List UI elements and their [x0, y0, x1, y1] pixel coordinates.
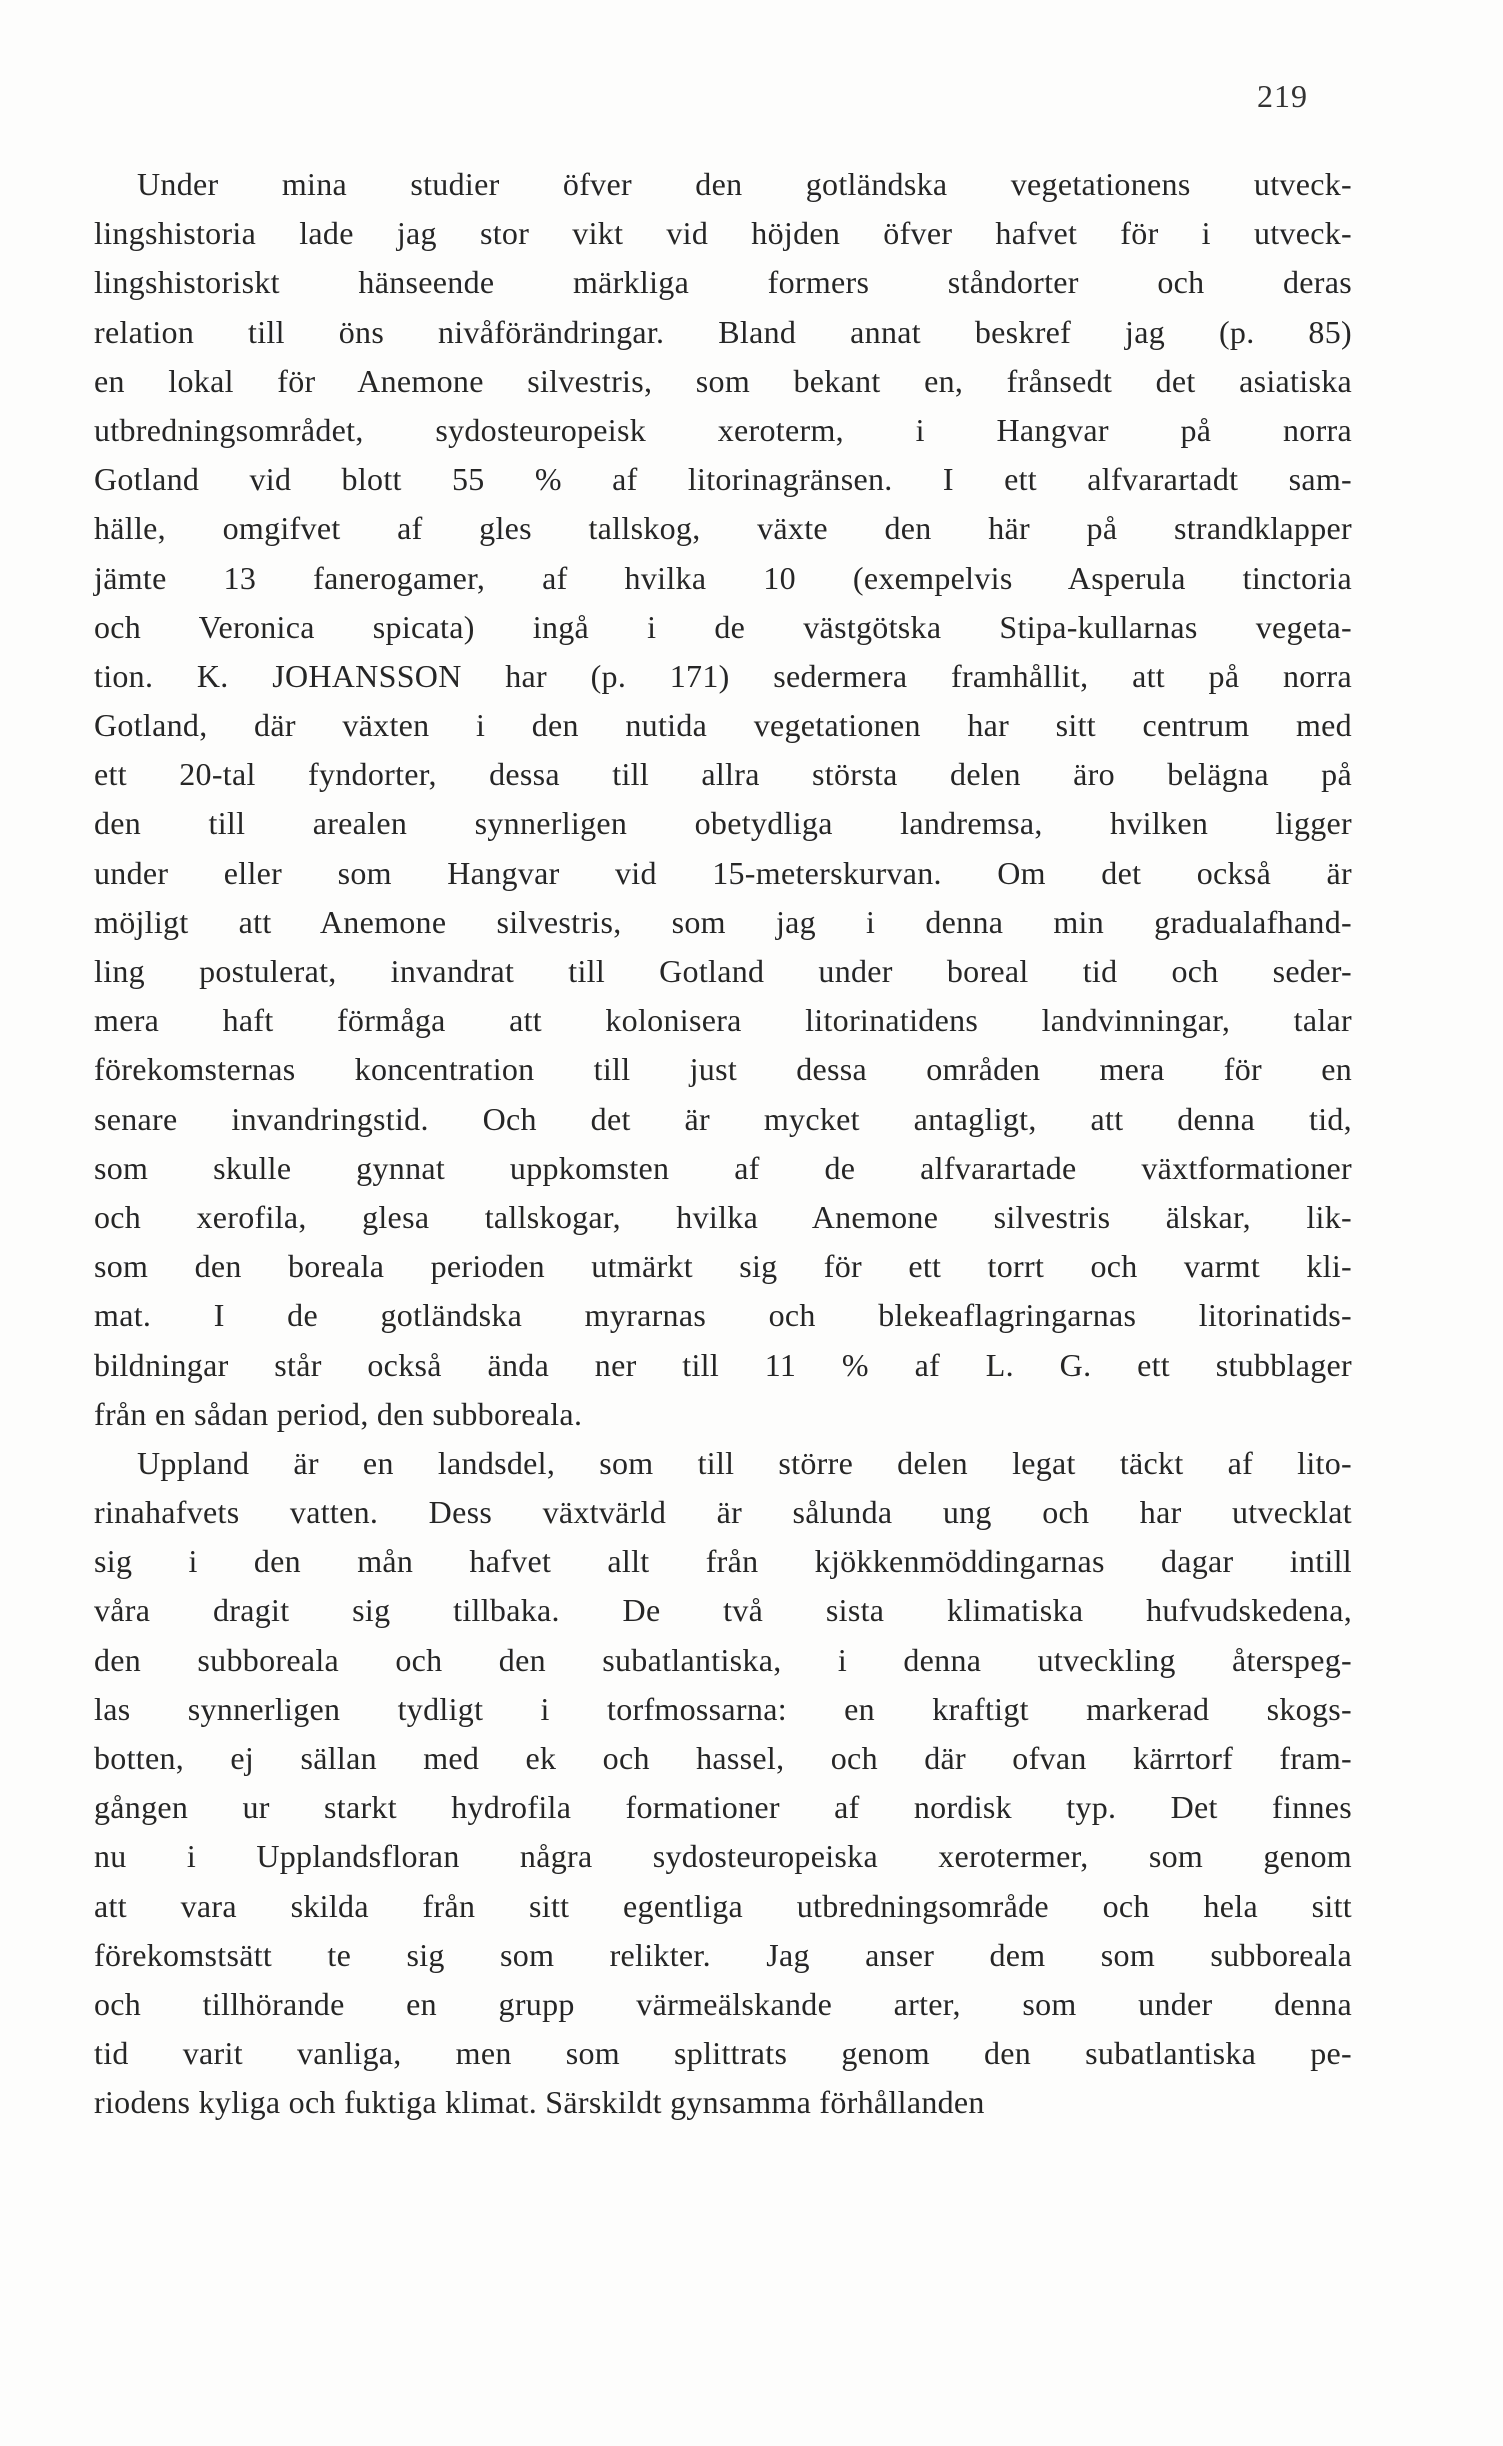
- text-line: hälle, omgifvet af gles tallskog, växte den här på strandklapper: [94, 510, 1352, 547]
- text-line: Gotland, där växten i den nutida vegetationen har sitt centrum med: [94, 707, 1352, 744]
- text-line: den subboreala och den subatlantiska, i denna utveckling återspeg-: [94, 1641, 1352, 1678]
- text-line: en lokal för Anemone silvestris, som bekant en, frånsedt det asiatiska: [94, 362, 1352, 399]
- text-line: Under mina studier öfver den gotländska vegetationens utveck-: [137, 166, 1352, 202]
- text-line: och Veronica spicata) ingå i de västgötska Stipa-kullarnas vegeta-: [94, 608, 1352, 645]
- text-line: Uppland är en landsdel, som till större delen legat täckt af lito-: [137, 1444, 1352, 1481]
- text-line: jämte 13 fanerogamer, af hvilka 10 (exempelvis Asperula tinctoria: [94, 559, 1352, 596]
- text-line: botten, ej sällan med ek och hassel, och där ofvan kärrtorf fram-: [94, 1740, 1352, 1776]
- text-line: lingshistoria lade jag stor vikt vid höjden öfver hafvet för i utveck-: [94, 215, 1352, 252]
- text-line: tid varit vanliga, men som splittrats genom den subatlantiska pe-: [94, 2035, 1352, 2072]
- text-line: ett 20-tal fyndorter, dessa till allra största delen äro belägna på: [94, 756, 1352, 793]
- text-line: förekomstsätt te sig som relikter. Jag anser dem som subboreala: [94, 1936, 1352, 1973]
- page-number: 219: [1257, 78, 1308, 114]
- text-line: att vara skilda från sitt egentliga utbredningsområde och hela sitt: [94, 1887, 1352, 1924]
- text-line: från en sådan period, den subboreala.: [94, 1395, 583, 1432]
- text-line: förekomsternas koncentration till just dessa områden mera för en: [94, 1051, 1352, 1088]
- text-line: bildningar står också ända ner till 11 % af L. G. ett stubblager: [94, 1346, 1352, 1383]
- text-line: lingshistoriskt hänseende märkliga formers ståndorter och deras: [94, 264, 1352, 301]
- text-line: Gotland vid blott 55 % af litorinagränsen. I ett alfvarartadt sam-: [94, 461, 1352, 498]
- text-line: som den boreala perioden utmärkt sig för ett torrt och varmt kli-: [94, 1248, 1352, 1285]
- text-line: och xerofila, glesa tallskogar, hvilka Anemone silvestris älskar, lik-: [94, 1198, 1352, 1235]
- text-line: nu i Upplandsfloran några sydosteuropeiska xerotermer, som genom: [94, 1838, 1352, 1875]
- text-line: och tillhörande en grupp värmeälskande arter, som under denna: [94, 1985, 1352, 2022]
- text-line: las synnerligen tydligt i torfmossarna: en kraftigt markerad skogs-: [94, 1690, 1352, 1727]
- text-line: rinahafvets vatten. Dess växtvärld är sålunda ung och har utvecklat: [94, 1494, 1352, 1531]
- text-line: tion. K. JOHANSSON har (p. 171) sedermera framhållit, att på norra: [94, 657, 1352, 694]
- text-line: mera haft förmåga att kolonisera litorinatidens landvinningar, talar: [94, 1002, 1352, 1039]
- text-line: våra dragit sig tillbaka. De två sista klimatiska hufvudskedena,: [94, 1592, 1352, 1629]
- text-line: den till arealen synnerligen obetydliga landremsa, hvilken ligger: [94, 805, 1352, 842]
- body-text: [94, 160, 1352, 2128]
- text-line: senare invandringstid. Och det är mycket antagligt, att denna tid,: [94, 1100, 1352, 1137]
- text-line: under eller som Hangvar vid 15-meterskurvan. Om det också är: [94, 854, 1352, 891]
- text-line: riodens kyliga och fuktiga klimat. Särskildt gynsamma förhållanden: [94, 2084, 985, 2121]
- text-line: ling postulerat, invandrat till Gotland under boreal tid och seder-: [94, 953, 1352, 989]
- text-line: möjligt att Anemone silvestris, som jag i denna min gradualafhand-: [94, 903, 1352, 940]
- text-line: utbredningsområdet, sydosteuropeisk xeroterm, i Hangvar på norra: [94, 411, 1352, 448]
- text-line: mat. I de gotländska myrarnas och blekeaflagringarnas litorinatids-: [94, 1297, 1352, 1334]
- text-line: som skulle gynnat uppkomsten af de alfvarartade växtformationer: [94, 1149, 1352, 1186]
- text-line: gången ur starkt hydrofila formationer af nordisk typ. Det finnes: [94, 1789, 1352, 1826]
- text-line: sig i den mån hafvet allt från kjökkenmöddingarnas dagar intill: [94, 1543, 1352, 1580]
- text-line: relation till öns nivåförändringar. Bland annat beskref jag (p. 85): [94, 313, 1352, 350]
